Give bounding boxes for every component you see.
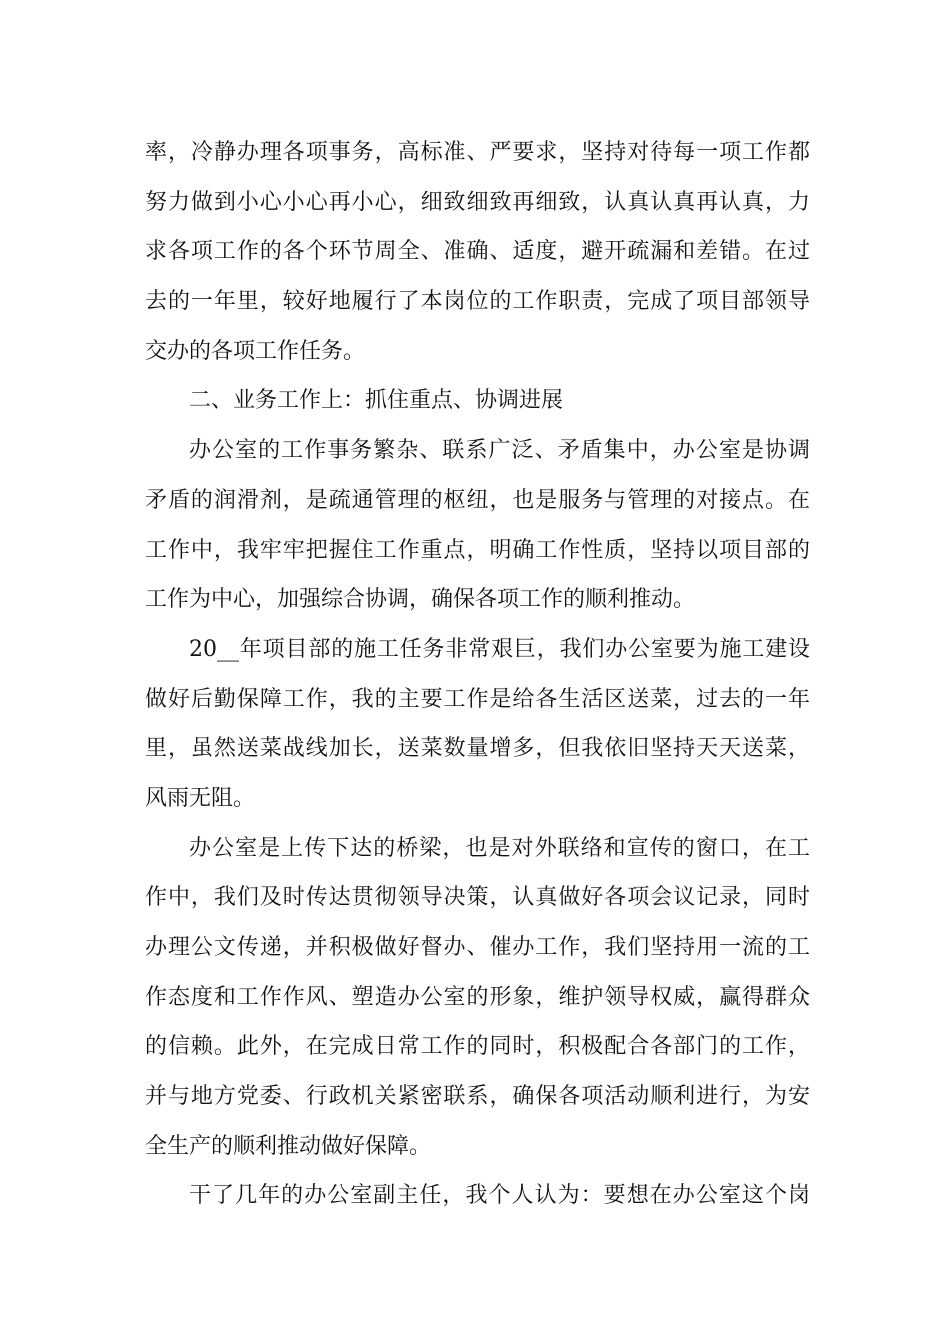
text-line: 工作中，我牢牢把握住工作重点，明确工作性质，坚持以项目部的 — [145, 537, 810, 563]
text-line: 的信赖。此外，在完成日常工作的同时，积极配合各部门的工作， — [145, 1034, 810, 1060]
text-line: 率，冷静办理各项事务，高标准、严要求，坚持对待每一项工作都 — [145, 140, 810, 165]
text-line: 作态度和工作作风、塑造办公室的形象，维护领导权威，赢得群众 — [145, 984, 810, 1010]
text-line: 全生产的顺利推动做好保障。 — [145, 1133, 432, 1159]
text-line: 求各项工作的各个环节周全、准确、适度，避开疏漏和差错。在过 — [145, 239, 810, 265]
text-line: 努力做到小心小心再小心，细致细致再细致，认真认真再认真，力 — [145, 189, 810, 215]
text-line: 二、业务工作上：抓住重点、协调进展 — [189, 388, 564, 414]
document-body — [145, 128, 810, 1221]
text-line: 工作为中心，加强综合协调，确保各项工作的顺利推动。 — [145, 587, 696, 613]
text-line: 作中，我们及时传达贯彻领导决策，认真做好各项会议记录，同时 — [145, 885, 810, 911]
text-line: 干了几年的办公室副主任，我个人认为：要想在办公室这个岗 — [189, 1183, 810, 1209]
text-line: 办公室的工作事务繁杂、联系广泛、矛盾集中，办公室是协调 — [189, 438, 810, 464]
text-line: 矛盾的润滑剂，是疏通管理的枢纽，也是服务与管理的对接点。在 — [145, 487, 810, 513]
text-line: 办公室是上传下达的桥梁，也是对外联络和宣传的窗口，在工 — [189, 835, 810, 861]
text-line: 去的一年里，较好地履行了本岗位的工作职责，完成了项目部领导 — [145, 289, 810, 315]
text-line: 做好后勤保障工作，我的主要工作是给各生活区送菜，过去的一年 — [145, 686, 810, 712]
text-line: 交办的各项工作任务。 — [145, 338, 366, 364]
text-line: 风雨无阻。 — [145, 785, 256, 811]
text-line: 20__年项目部的施工任务非常艰巨，我们办公室要为施工建设 — [189, 636, 810, 662]
text-line: 里，虽然送菜战线加长，送菜数量增多，但我依旧坚持天天送菜， — [145, 736, 810, 762]
text-line: 并与地方党委、行政机关紧密联系，确保各项活动顺利进行，为安 — [145, 1084, 810, 1110]
text-line: 办理公文传递，并积极做好督办、催办工作，我们坚持用一流的工 — [145, 935, 810, 960]
